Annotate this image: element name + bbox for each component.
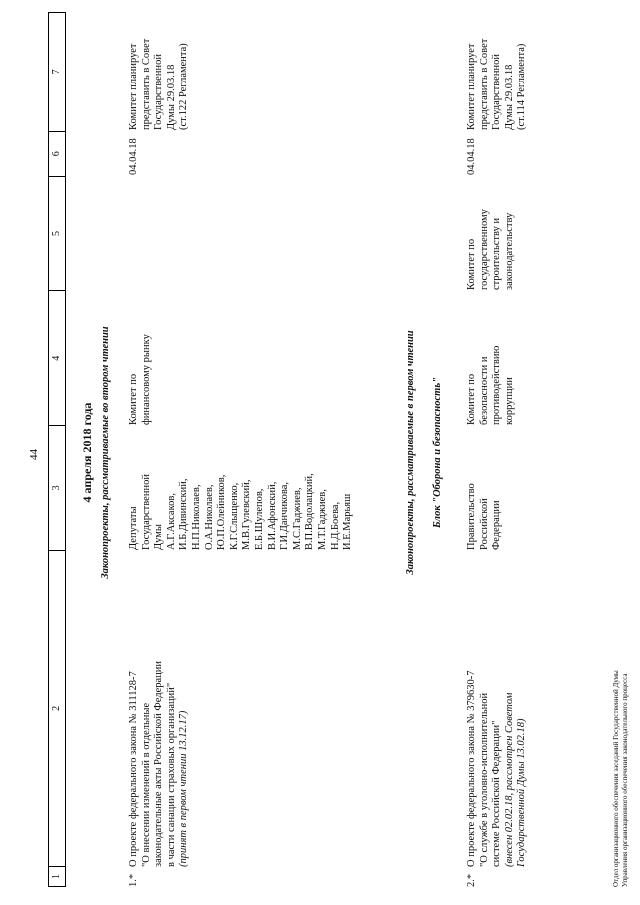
remark-line: (ст.122 Регламента): [178, 43, 190, 130]
bill-title-line: "О внесении изменений в отдельные: [140, 702, 152, 867]
initiator-line: В.П.Водолацкий,: [304, 473, 316, 550]
bill-title-line: "О службе в уголовно-исполнительной: [478, 692, 490, 867]
co-committee-line: Комитет по: [466, 238, 477, 290]
column-number: 7: [51, 69, 62, 75]
column-number: 6: [49, 131, 65, 176]
initiator-line: Правительство: [466, 483, 477, 550]
footer: [612, 670, 630, 887]
remark-line: Комитет планирует: [128, 43, 139, 130]
committee-line: финансовому рынку: [140, 334, 152, 425]
bill-title-line: О проекте федерального закона № 379630-7: [466, 670, 477, 867]
bill-description: [466, 557, 529, 867]
bill-note-line: (внесен 02.02.18, рассмотрен Советом: [503, 692, 515, 867]
footer-line: Управления организационного обеспечения законодательного процесса: [621, 673, 629, 887]
row-number: 1.*: [128, 873, 139, 887]
committee-line: Комитет по: [128, 373, 139, 425]
initiator-line: Ю.П.Олейников,: [216, 474, 228, 550]
block-heading: Блок "Оборона и безопасность": [432, 377, 443, 528]
remark-line: Государственной: [491, 54, 503, 130]
co-committee-line: строительству и: [491, 217, 503, 290]
initiator-line: М.Т.Гаджиев,: [316, 489, 328, 550]
committee-line: противодействию: [491, 345, 503, 425]
remark-line: (ст.114 Регламента): [516, 43, 528, 130]
initiator-line: И.Б.Дивинский,: [178, 478, 190, 550]
remark-line: представить в Совет: [478, 38, 490, 130]
column-number: 4: [49, 290, 65, 425]
remark: [466, 10, 529, 130]
remark-line: представить в Совет: [140, 38, 152, 130]
responsible-committee: [466, 295, 516, 425]
initiator-line: А.Г.Аксаков,: [165, 493, 177, 550]
initiator-line: Депутаты: [128, 506, 139, 550]
remark-line: Думы 29.03.18: [165, 64, 177, 130]
initiator-line: О.А.Николаев,: [203, 484, 215, 550]
initiator-line: К.Г.Слыщенко,: [228, 482, 240, 550]
bill-note-line: (принят в первом чтении 13.12.17): [178, 710, 190, 867]
review-date: 04.04.18: [128, 138, 139, 175]
committee-line: безопасности и: [478, 356, 490, 425]
initiator-line: Н.Д.Боева,: [329, 501, 341, 550]
bill-title-line: О проекте федерального закона № 311128-7: [128, 671, 139, 867]
date-heading: 4 апреля 2018 года: [80, 402, 94, 503]
initiator-line: М.С.Гаджиев,: [291, 487, 303, 550]
bill-title-line: в части санации страховых организаций": [165, 682, 177, 867]
remark-line: Думы 29.03.18: [503, 64, 515, 130]
section-heading-second-reading: Законопроекты, рассматриваемые во втором чтении: [100, 326, 111, 579]
column-number: 2: [49, 550, 65, 866]
co-committee-line: государственному: [478, 209, 490, 290]
initiator-list: [128, 430, 355, 550]
review-date: 04.04.18: [466, 138, 477, 175]
initiator-line: Г.И.Данчикова,: [279, 482, 291, 550]
column-number: 3: [49, 425, 65, 550]
column-number-row: [48, 12, 66, 887]
initiator-line: Федерации: [491, 500, 503, 550]
row-number: 2.*: [466, 873, 477, 887]
bill-note-line: Государственной Думы 13.02.18): [516, 718, 528, 867]
bill-description: [128, 557, 191, 867]
initiator-line: Н.П.Николаев,: [190, 484, 202, 550]
initiator-line: М.В.Гулевский,: [241, 479, 253, 550]
remark-line: Комитет планирует: [466, 43, 477, 130]
bill-title-line: законодательные акты Российской Федерации: [153, 660, 165, 867]
initiator-line: Е.Б.Шулепов,: [253, 488, 265, 550]
initiator-line: В.И.Афонский,: [266, 481, 278, 550]
column-number: 1: [49, 866, 65, 886]
page-number: 44: [28, 449, 40, 460]
initiator-line: Российской: [478, 498, 490, 550]
bill-title-line: системе Российской Федерации": [491, 720, 503, 867]
initiator-line: Думы: [153, 524, 165, 550]
committee-line: коррупции: [503, 377, 515, 425]
footer-line: Отдел организационного обеспечения заседаний Государственной Думы: [612, 670, 620, 887]
remark-line: Государственной: [153, 54, 165, 130]
committee-line: Комитет по: [466, 373, 477, 425]
section-heading-first-reading: Законопроекты, рассматриваемые в первом чтении: [405, 330, 416, 575]
initiator-line: И.Е.Марьяш: [342, 493, 354, 550]
responsible-committee: [128, 295, 153, 425]
column-number: 5: [49, 176, 65, 291]
co-executor-committee: [466, 180, 516, 290]
initiator-list: [466, 430, 504, 550]
initiator-line: Государственной: [140, 474, 152, 550]
co-committee-line: законодательству: [503, 212, 515, 290]
remark: [128, 10, 191, 130]
